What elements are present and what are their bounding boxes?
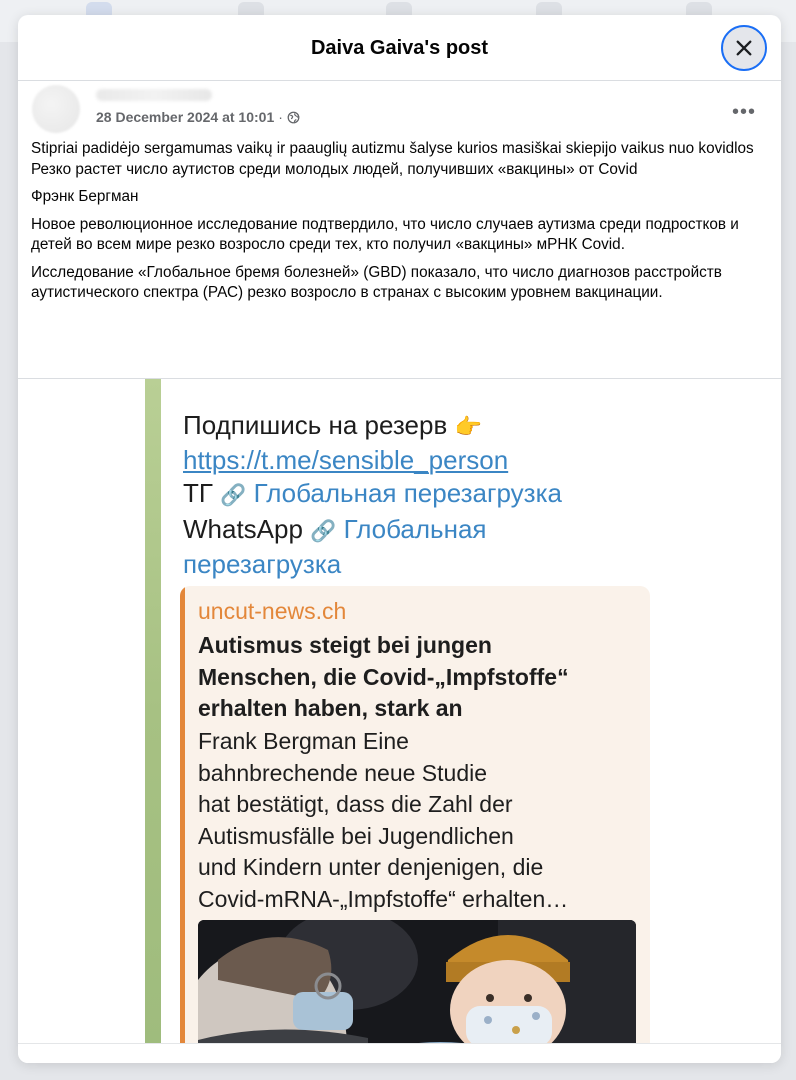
telegram-link: https://t.me/sensible_person [183,444,509,475]
preview-accent-bar [180,586,185,1043]
link-chain-icon: 🔗 [220,484,247,507]
preview-photo [198,920,636,1043]
meta-separator: · [278,109,283,125]
tg-channel-link: Глобальная перезагрузка [253,478,562,508]
body-line: bahnbrechende neue Studie [198,759,488,786]
post-text-paragraph: Исследование «Глобальное бремя болезней» (GBD) показало, что число диагнозов расстройств аутистического спектра (РАС) резко возросло в странах с высоким уровнем вакцинации. [31,263,722,301]
link-preview-card [180,586,650,1043]
tg-label: ТГ [183,478,213,508]
modal-header [18,15,781,81]
post-timestamp[interactable]: 28 December 2024 at 10:01 [96,109,275,125]
body-line: Covid-mRNA-„Impfstoffe“ erhalten… [198,885,569,912]
body-line: und Kindern unter denjenigen, die [198,854,544,880]
modal-title: Daiva Gaiva's post [310,37,489,59]
close-button[interactable] [721,25,767,71]
link-chain-icon: 🔗 [310,519,337,543]
preview-headline [198,630,628,725]
modal-footer [18,1043,781,1063]
subscribe-text: Подпишись на резерв [183,410,448,440]
telegram-screenshot [145,379,680,1043]
post-meta [96,109,300,125]
more-options-button[interactable]: ••• [731,101,756,123]
body-line: hat bestätigt, dass die Zahl der [198,791,513,817]
post-modal [18,15,781,1063]
body-line: Autismusfälle bei Jugendlichen [198,822,514,849]
vaccination-photo [198,920,636,1043]
close-icon [735,39,753,57]
headline-line: Autismus steigt bei jungen [198,632,492,658]
whatsapp-channel-link: Глобальная [343,513,487,544]
post-text-author: Фрэнк Бергман [31,188,139,205]
headline-line: Menschen, die Covid-„Impfstoffe“ [198,663,569,690]
post-text-paragraph: Новое революционное исследование подтвердило, что число случаев аутизма среди подростков и детей во всем мире резко возросло среди тех, кто получил «вакцины» мРНК Covid. [31,215,739,253]
avatar[interactable] [32,85,80,133]
telegram-message [183,409,663,582]
body-line: Frank Bergman Eine [198,728,409,754]
preview-site-name: uncut-news.ch [198,598,347,624]
preview-body [198,726,638,915]
post-image[interactable] [18,379,781,1043]
globe-icon[interactable] [287,111,300,124]
pointing-hand-icon: 👉 [454,414,482,439]
author-name[interactable] [96,89,212,101]
whatsapp-label: WhatsApp [183,513,303,544]
post-header [30,81,770,137]
headline-line: erhalten haben, stark an [198,695,463,721]
chat-background-strip [145,379,161,1043]
post-text-line: Резко растет число аутистов среди молодых людей, получивших «вакцины» от Covid [31,160,638,178]
whatsapp-channel-link-cont: перезагрузка [183,549,342,579]
post-text-line: Stipriai padidėjo sergamumas vaikų ir paauglių autizmu šalyse kurios masiškai skiepijo vaikus nuo kovidlos [31,140,754,157]
post-text [31,139,771,311]
